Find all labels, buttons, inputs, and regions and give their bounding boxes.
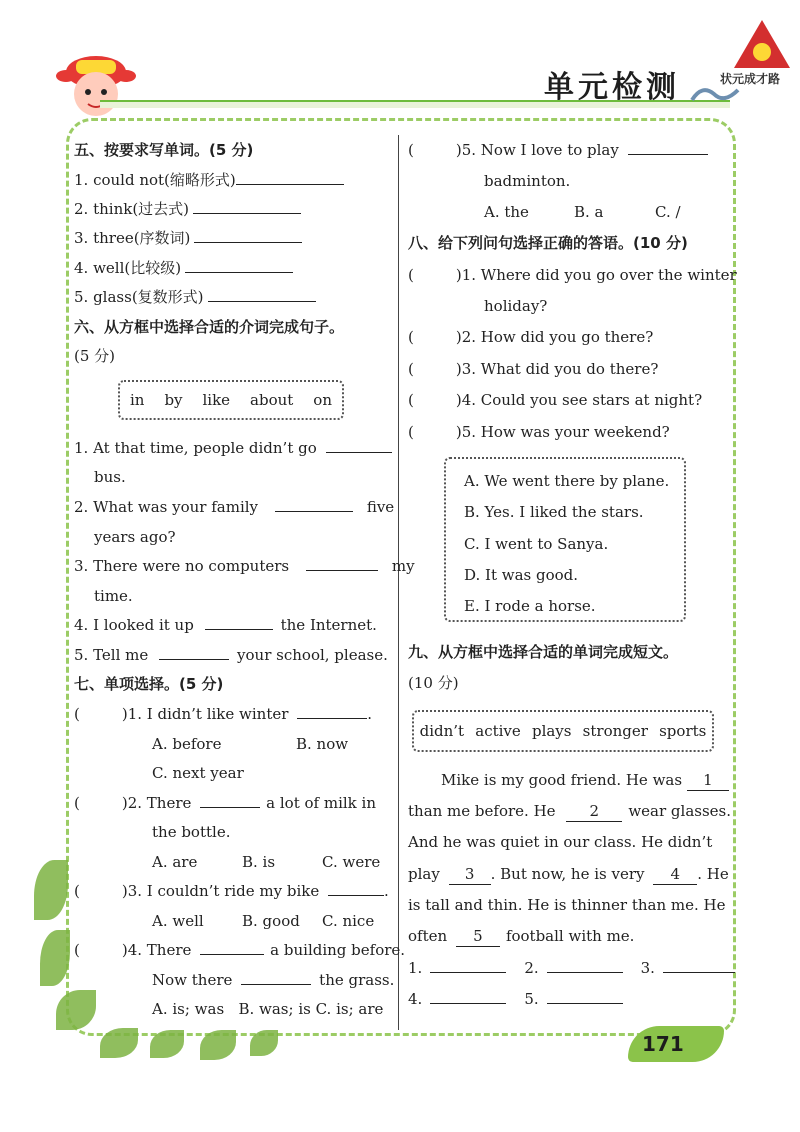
- option-c: C. nice: [322, 912, 375, 930]
- list-item: 1. could not(缩略形式): [74, 170, 344, 190]
- option-word: active: [475, 722, 521, 740]
- list-item: 4. I looked it up the Internet.: [74, 616, 377, 634]
- list-item: 5. Tell me your school, please.: [74, 646, 388, 664]
- question-q2: ( )2. There a lot of milk in: [74, 794, 376, 812]
- option-word: stronger: [582, 722, 648, 740]
- question-q4: ( )4. There a building before.: [74, 941, 406, 959]
- question-item: ( )2. How did you go there?: [408, 328, 654, 346]
- answer-option: D. It was good.: [464, 566, 579, 584]
- option-b: B. is: [242, 853, 276, 871]
- option-word: didn’t: [419, 722, 465, 740]
- option-a: A. the: [484, 203, 529, 221]
- word-box-prepositions: [118, 380, 344, 420]
- option-a: A. well: [152, 912, 204, 930]
- question-item: ( )3. What did you do there?: [408, 360, 659, 378]
- column-divider: [398, 135, 399, 1030]
- leaf-decoration: [200, 1030, 236, 1060]
- section8-title: 八、给下列问句选择正确的答语。(10 分): [408, 234, 688, 252]
- word-box-words: [412, 710, 714, 752]
- leaf-decoration: [34, 860, 68, 920]
- passage-line: often 5 football with me.: [408, 927, 635, 945]
- answer-blanks-row: 1. 2. 3.: [408, 958, 735, 978]
- section9-score: (10 分): [408, 674, 459, 692]
- passage-line: than me before. He 2 wear glasses.: [408, 802, 732, 820]
- brand-text: 状元成才路: [719, 72, 780, 86]
- option-word: by: [164, 391, 183, 409]
- list-item: 2. What was your family five: [74, 498, 395, 516]
- passage-line: And he was quiet in our class. He didn’t: [408, 833, 713, 851]
- passage-line: play 3 . But now, he is very 4 . He: [408, 865, 729, 883]
- passage-line: is tall and thin. He is thinner than me. He: [408, 896, 726, 914]
- question-item: ( )4. Could you see stars at night?: [408, 391, 703, 409]
- section6-score: (5 分): [74, 347, 116, 365]
- option-b: B. now: [296, 735, 349, 753]
- option-b: B. a: [574, 203, 604, 221]
- passage-line: Mike is my good friend. He was 1: [441, 770, 729, 791]
- answer-option: A. We went there by plane.: [464, 472, 670, 490]
- question-q1: ( )1. I didn’t like winter .: [74, 705, 372, 723]
- question-cont: holiday?: [484, 297, 548, 315]
- page-number: 171: [642, 1032, 684, 1056]
- answer-option: C. I went to Sanya.: [464, 535, 609, 553]
- option-c: C. next year: [152, 764, 244, 782]
- list-item: 1. At that time, people didn’t go: [74, 438, 392, 458]
- section5-title: 五、按要求写单词。(5 分): [74, 141, 254, 159]
- question-q3: ( )3. I couldn’t ride my bike .: [74, 882, 389, 900]
- section6-title: 六、从方框中选择合适的介词完成句子。: [74, 318, 345, 336]
- option-a: A. before: [152, 735, 222, 753]
- list-item: 4. well(比较级): [74, 258, 293, 278]
- option-c: C. were: [322, 853, 381, 871]
- option-word: on: [313, 391, 332, 409]
- options-line: A. is; was B. was; is C. is; are: [152, 1000, 384, 1018]
- option-word: like: [202, 391, 231, 409]
- list-item-cont: bus.: [94, 468, 126, 486]
- leaf-decoration: [100, 1028, 138, 1058]
- answer-box: [444, 457, 686, 622]
- list-item: 3. There were no computers my: [74, 557, 415, 575]
- unit-title: 单元检测: [544, 70, 680, 105]
- list-item: 2. think(过去式): [74, 199, 301, 219]
- option-word: in: [129, 391, 145, 409]
- option-b: B. good: [242, 912, 300, 930]
- option-c: C. /: [655, 203, 681, 221]
- brand-logo-icon: [732, 18, 792, 70]
- list-item-cont: time.: [94, 587, 133, 605]
- leaf-decoration: [150, 1030, 184, 1058]
- leaf-decoration: [250, 1030, 278, 1056]
- question-cont: badminton.: [484, 172, 571, 190]
- answer-option: E. I rode a horse.: [464, 597, 596, 615]
- section9-title: 九、从方框中选择合适的单词完成短文。: [408, 643, 679, 661]
- question-q5: ( )5. Now I love to play: [408, 140, 708, 160]
- question-item: ( )5. How was your weekend?: [408, 423, 670, 441]
- question-cont: the bottle.: [152, 823, 231, 841]
- option-word: about: [250, 391, 294, 409]
- option-word: plays: [531, 722, 572, 740]
- answer-blanks-row: 4. 5.: [408, 989, 623, 1009]
- list-item-cont: years ago?: [94, 528, 176, 546]
- mascot-illustration: [54, 42, 138, 126]
- list-item: 5. glass(复数形式): [74, 287, 316, 307]
- question-item: ( )1. Where did you go over the winter: [408, 266, 737, 284]
- answer-option: B. Yes. I liked the stars.: [464, 503, 644, 521]
- section7-title: 七、单项选择。(5 分): [74, 675, 224, 693]
- list-item: 3. three(序数词): [74, 228, 302, 248]
- question-cont: Now there the grass.: [152, 971, 395, 989]
- option-a: A. are: [152, 853, 198, 871]
- option-word: sports: [659, 722, 707, 740]
